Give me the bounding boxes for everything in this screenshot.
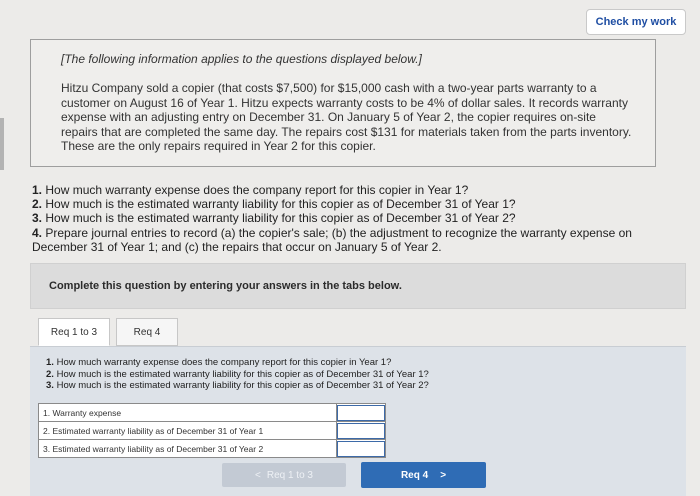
answer-cell [337,404,386,422]
sub-question-list [46,357,646,392]
info-body: Hitzu Company sold a copier (that costs $7,500) for $15,000 cash with a two-year parts warranty to a customer on August 16 of Year 1. Hitzu expects warranty costs to be 4% of dollar sales. It records warranty expense with an adjusting entry on December 31. On January 5 of Year 2, the copier requires on-site repairs that are completed the same day. The repairs cost $131 for materials taken from the parts inventory. These are the only repairs required in Year 2 for this copier. [61,81,632,153]
answer-input[interactable] [337,405,385,421]
question-item: 1. How much warranty expense does the company report for this copier in Year 1? [32,183,469,197]
left-edge-stripe [0,118,4,170]
answer-table [38,403,386,458]
instruction-text: Complete this question by entering your answers in the tabs below. [49,280,402,292]
check-my-work-button[interactable]: Check my work [586,9,686,35]
row-label: 2. Estimated warranty liability as of December 31 of Year 1 [39,422,337,440]
tab-req-4[interactable]: Req 4 [116,318,178,346]
info-intro: [The following information applies to the questions displayed below.] [61,52,422,66]
row-label: 3. Estimated warranty liability as of December 31 of Year 2 [39,440,337,458]
table-row [39,440,386,458]
table-row [39,404,386,422]
chevron-right-icon: > [440,469,447,481]
table-row [39,422,386,440]
prev-button[interactable] [222,463,346,487]
question-item: 2. How much is the estimated warranty liability for this copier as of December 31 of Year 1? [32,197,516,212]
instruction-panel [30,263,686,309]
info-box [30,39,656,167]
prev-button-label: Req 1 to 3 [266,469,313,481]
question-item: 3. How much is the estimated warranty liability for this copier as of December 31 of Year 2? [32,211,516,226]
next-button[interactable] [361,462,486,488]
next-button-label: Req 4 [400,469,429,481]
tab-req-1-to-3[interactable]: Req 1 to 3 [38,318,110,346]
answer-cell [337,440,386,458]
answer-cell [337,422,386,440]
row-label: 1. Warranty expense [39,404,337,422]
sub-question-item: 1. How much warranty expense does the company report for this copier in Year 1? [46,357,392,368]
question-list [32,183,672,254]
chevron-left-icon: < [255,469,261,481]
sub-question-item: 2. How much is the estimated warranty liability for this copier as of December 31 of Year 1? [46,368,429,380]
answer-input[interactable] [337,423,385,439]
sub-question-item: 3. How much is the estimated warranty liability for this copier as of December 31 of Year 2? [46,380,429,391]
answer-input[interactable] [337,441,385,457]
question-item: 4. Prepare journal entries to record (a) the copier's sale; (b) the adjustment to recognize the warranty expense on December 31 of Year 1; and (c) the repairs that occur on January 5 of Year 2. [32,225,632,254]
